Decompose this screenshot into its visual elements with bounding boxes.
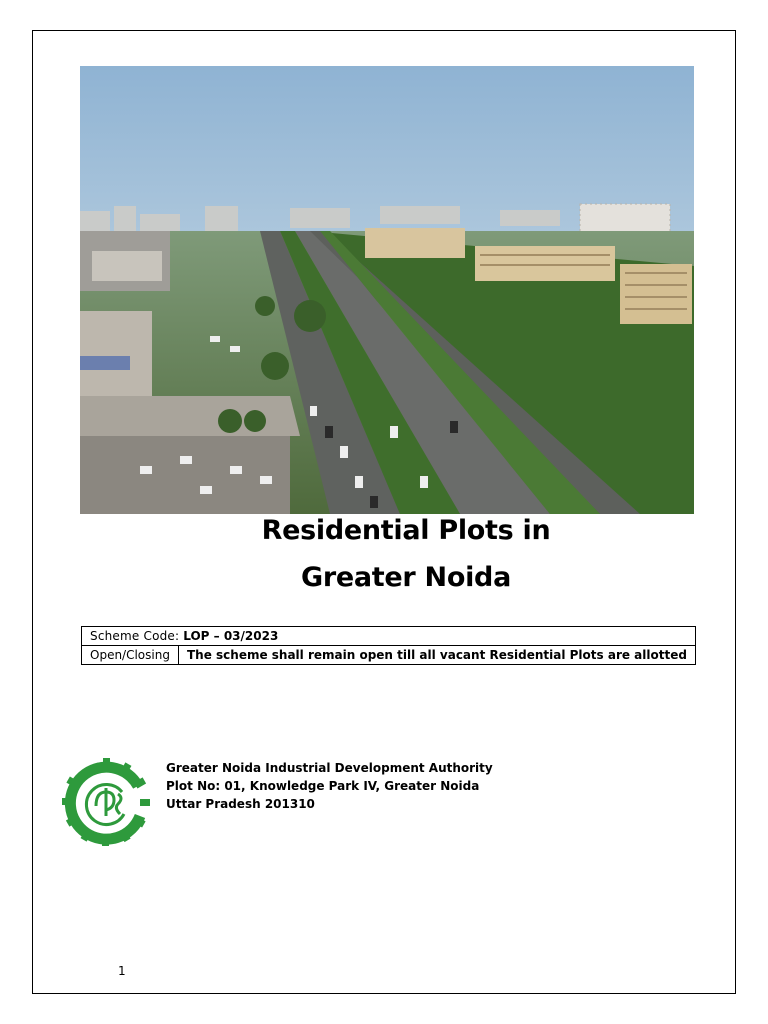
- cover-photo: [80, 66, 694, 514]
- scheme-code-value: LOP – 03/2023: [183, 629, 279, 643]
- page-number: 1: [118, 964, 126, 978]
- authority-address-block: [166, 759, 493, 813]
- open-closing-label: Open/Closing: [82, 646, 179, 665]
- scheme-code-label: Scheme Code:: [90, 629, 180, 643]
- authority-address-line2: Uttar Pradesh 201310: [166, 797, 315, 811]
- authority-address-line1: Plot No: 01, Knowledge Park IV, Greater Noida: [166, 779, 480, 793]
- scheme-info-table: [81, 626, 696, 665]
- document-title-line1: Residential Plots in: [261, 515, 551, 546]
- open-closing-row: [82, 646, 696, 665]
- gnida-logo-icon: [60, 756, 152, 848]
- open-closing-value: The scheme shall remain open till all vacant Residential Plots are allotted: [178, 646, 695, 665]
- scheme-code-row: [82, 627, 696, 646]
- scheme-code-cell: [82, 627, 696, 646]
- authority-name: Greater Noida Industrial Development Authority: [166, 761, 493, 775]
- document-title-line2: Greater Noida: [301, 562, 511, 593]
